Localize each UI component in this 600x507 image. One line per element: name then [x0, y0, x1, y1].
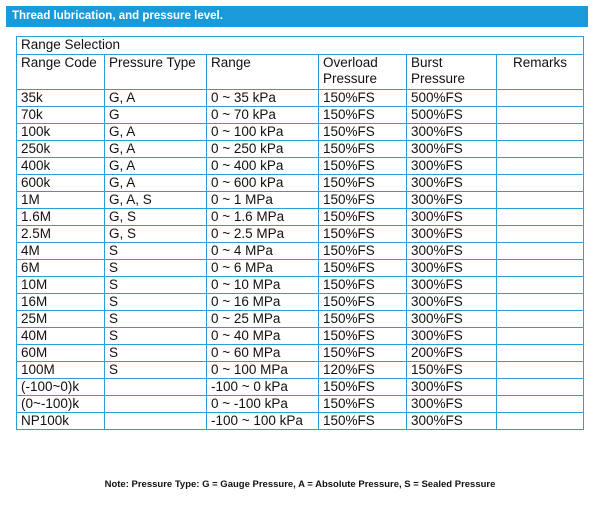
table-row: [17, 243, 584, 260]
header-burst-pressure: Burst Pressure: [407, 55, 497, 90]
table-row: [17, 413, 584, 430]
range-cell: 0 ~ 1 MPa: [207, 192, 319, 209]
range-code-cell: 100M: [17, 362, 105, 379]
range-cell: 0 ~ 35 kPa: [207, 90, 319, 107]
range-code-cell: 10M: [17, 277, 105, 294]
range-cell: 0 ~ 2.5 MPa: [207, 226, 319, 243]
range-table-container: [16, 36, 584, 430]
table-row: [17, 158, 584, 175]
table-row: [17, 379, 584, 396]
pressure-type-cell: S: [105, 294, 207, 311]
range-cell: 0 ~ 40 MPa: [207, 328, 319, 345]
burst-pressure-cell: 300%FS: [407, 243, 497, 260]
burst-pressure-cell: 300%FS: [407, 396, 497, 413]
overload-pressure-cell: 150%FS: [319, 141, 407, 158]
remarks-cell: [497, 243, 584, 260]
header-row: [17, 55, 584, 90]
range-code-cell: 100k: [17, 124, 105, 141]
burst-pressure-cell: 300%FS: [407, 413, 497, 430]
range-cell: 0 ~ 100 kPa: [207, 124, 319, 141]
remarks-cell: [497, 175, 584, 192]
remarks-cell: [497, 192, 584, 209]
remarks-cell: [497, 328, 584, 345]
range-cell: -100 ~ 100 kPa: [207, 413, 319, 430]
overload-pressure-cell: 150%FS: [319, 294, 407, 311]
remarks-cell: [497, 396, 584, 413]
range-selection-table: [16, 36, 584, 430]
burst-pressure-cell: 300%FS: [407, 158, 497, 175]
pressure-type-cell: S: [105, 243, 207, 260]
overload-pressure-cell: 120%FS: [319, 362, 407, 379]
range-code-cell: 40M: [17, 328, 105, 345]
table-row: [17, 141, 584, 158]
pressure-type-cell: S: [105, 277, 207, 294]
remarks-cell: [497, 345, 584, 362]
table-row: [17, 192, 584, 209]
range-code-cell: 250k: [17, 141, 105, 158]
remarks-cell: [497, 107, 584, 124]
pressure-type-cell: G, A, S: [105, 192, 207, 209]
remarks-cell: [497, 124, 584, 141]
table-row: [17, 328, 584, 345]
range-cell: 0 ~ 70 kPa: [207, 107, 319, 124]
pressure-type-cell: S: [105, 260, 207, 277]
range-cell: 0 ~ 60 MPa: [207, 345, 319, 362]
burst-pressure-cell: 500%FS: [407, 107, 497, 124]
overload-pressure-cell: 150%FS: [319, 158, 407, 175]
remarks-cell: [497, 158, 584, 175]
overload-pressure-cell: 150%FS: [319, 243, 407, 260]
overload-pressure-cell: 150%FS: [319, 209, 407, 226]
remarks-cell: [497, 209, 584, 226]
table-row: [17, 260, 584, 277]
range-code-cell: 70k: [17, 107, 105, 124]
pressure-type-cell: G, A: [105, 90, 207, 107]
table-row: [17, 90, 584, 107]
pressure-type-cell: G, A: [105, 124, 207, 141]
overload-pressure-cell: 150%FS: [319, 226, 407, 243]
overload-pressure-cell: 150%FS: [319, 124, 407, 141]
remarks-cell: [497, 379, 584, 396]
pressure-type-cell: [105, 413, 207, 430]
burst-pressure-cell: 300%FS: [407, 379, 497, 396]
range-cell: 0 ~ 250 kPa: [207, 141, 319, 158]
range-code-cell: (0~-100)k: [17, 396, 105, 413]
table-row: [17, 396, 584, 413]
pressure-type-cell: S: [105, 345, 207, 362]
range-code-cell: 4M: [17, 243, 105, 260]
range-cell: -100 ~ 0 kPa: [207, 379, 319, 396]
table-row: [17, 226, 584, 243]
range-cell: 0 ~ 1.6 MPa: [207, 209, 319, 226]
pressure-type-cell: G: [105, 107, 207, 124]
range-cell: 0 ~ 4 MPa: [207, 243, 319, 260]
table-row: [17, 175, 584, 192]
burst-pressure-cell: 300%FS: [407, 192, 497, 209]
header-remarks: Remarks: [497, 55, 584, 90]
range-selection-title: Range Selection: [17, 37, 584, 55]
remarks-cell: [497, 141, 584, 158]
pressure-type-cell: G, A: [105, 175, 207, 192]
header-range: Range: [207, 55, 319, 90]
overload-pressure-cell: 150%FS: [319, 277, 407, 294]
overload-pressure-cell: 150%FS: [319, 328, 407, 345]
remarks-cell: [497, 226, 584, 243]
burst-pressure-cell: 300%FS: [407, 124, 497, 141]
pressure-type-cell: G, S: [105, 209, 207, 226]
burst-pressure-cell: 500%FS: [407, 90, 497, 107]
pressure-type-cell: [105, 396, 207, 413]
range-cell: 0 ~ 10 MPa: [207, 277, 319, 294]
range-cell: 0 ~ 6 MPa: [207, 260, 319, 277]
overload-pressure-cell: 150%FS: [319, 413, 407, 430]
table-row: [17, 277, 584, 294]
burst-pressure-cell: 300%FS: [407, 209, 497, 226]
overload-pressure-cell: 150%FS: [319, 175, 407, 192]
table-row: [17, 209, 584, 226]
table-row: [17, 362, 584, 379]
burst-pressure-cell: 300%FS: [407, 141, 497, 158]
table-row: [17, 345, 584, 362]
overload-pressure-cell: 150%FS: [319, 192, 407, 209]
pressure-type-cell: [105, 379, 207, 396]
header-overload-pressure: Overload Pressure: [319, 55, 407, 90]
pressure-type-cell: G, A: [105, 141, 207, 158]
range-cell: 0 ~ 600 kPa: [207, 175, 319, 192]
remarks-cell: [497, 294, 584, 311]
table-row: [17, 311, 584, 328]
range-code-cell: 2.5M: [17, 226, 105, 243]
table-body: [17, 90, 584, 430]
range-cell: 0 ~ 100 MPa: [207, 362, 319, 379]
range-code-cell: 60M: [17, 345, 105, 362]
header-pressure-type: Pressure Type: [105, 55, 207, 90]
burst-pressure-cell: 300%FS: [407, 175, 497, 192]
burst-pressure-cell: 300%FS: [407, 260, 497, 277]
burst-pressure-cell: 200%FS: [407, 345, 497, 362]
range-code-cell: 400k: [17, 158, 105, 175]
burst-pressure-cell: 300%FS: [407, 311, 497, 328]
overload-pressure-cell: 150%FS: [319, 260, 407, 277]
pressure-type-cell: S: [105, 362, 207, 379]
range-code-cell: 6M: [17, 260, 105, 277]
burst-pressure-cell: 150%FS: [407, 362, 497, 379]
overload-pressure-cell: 150%FS: [319, 90, 407, 107]
overload-pressure-cell: 150%FS: [319, 379, 407, 396]
remarks-cell: [497, 260, 584, 277]
burst-pressure-cell: 300%FS: [407, 277, 497, 294]
pressure-type-cell: S: [105, 311, 207, 328]
remarks-cell: [497, 90, 584, 107]
remarks-cell: [497, 277, 584, 294]
section-banner: Thread lubrication, and pressure level.: [6, 6, 588, 27]
overload-pressure-cell: 150%FS: [319, 345, 407, 362]
pressure-type-note: Note: Pressure Type: G = Gauge Pressure, A = Absolute Pressure, S = Sealed Pressure: [104, 479, 496, 490]
overload-pressure-cell: 150%FS: [319, 396, 407, 413]
range-code-cell: 25M: [17, 311, 105, 328]
remarks-cell: [497, 413, 584, 430]
burst-pressure-cell: 300%FS: [407, 328, 497, 345]
pressure-type-cell: S: [105, 328, 207, 345]
table-row: [17, 294, 584, 311]
burst-pressure-cell: 300%FS: [407, 294, 497, 311]
burst-pressure-cell: 300%FS: [407, 226, 497, 243]
pressure-type-cell: G, S: [105, 226, 207, 243]
range-code-cell: NP100k: [17, 413, 105, 430]
range-code-cell: 1.6M: [17, 209, 105, 226]
pressure-type-cell: G, A: [105, 158, 207, 175]
range-code-cell: 35k: [17, 90, 105, 107]
range-cell: 0 ~ -100 kPa: [207, 396, 319, 413]
remarks-cell: [497, 362, 584, 379]
remarks-cell: [497, 311, 584, 328]
table-row: [17, 124, 584, 141]
range-code-cell: (-100~0)k: [17, 379, 105, 396]
range-code-cell: 1M: [17, 192, 105, 209]
range-code-cell: 16M: [17, 294, 105, 311]
header-range-code: Range Code: [17, 55, 105, 90]
table-row: [17, 107, 584, 124]
range-cell: 0 ~ 25 MPa: [207, 311, 319, 328]
range-code-cell: 600k: [17, 175, 105, 192]
range-cell: 0 ~ 400 kPa: [207, 158, 319, 175]
overload-pressure-cell: 150%FS: [319, 107, 407, 124]
range-cell: 0 ~ 16 MPa: [207, 294, 319, 311]
overload-pressure-cell: 150%FS: [319, 311, 407, 328]
